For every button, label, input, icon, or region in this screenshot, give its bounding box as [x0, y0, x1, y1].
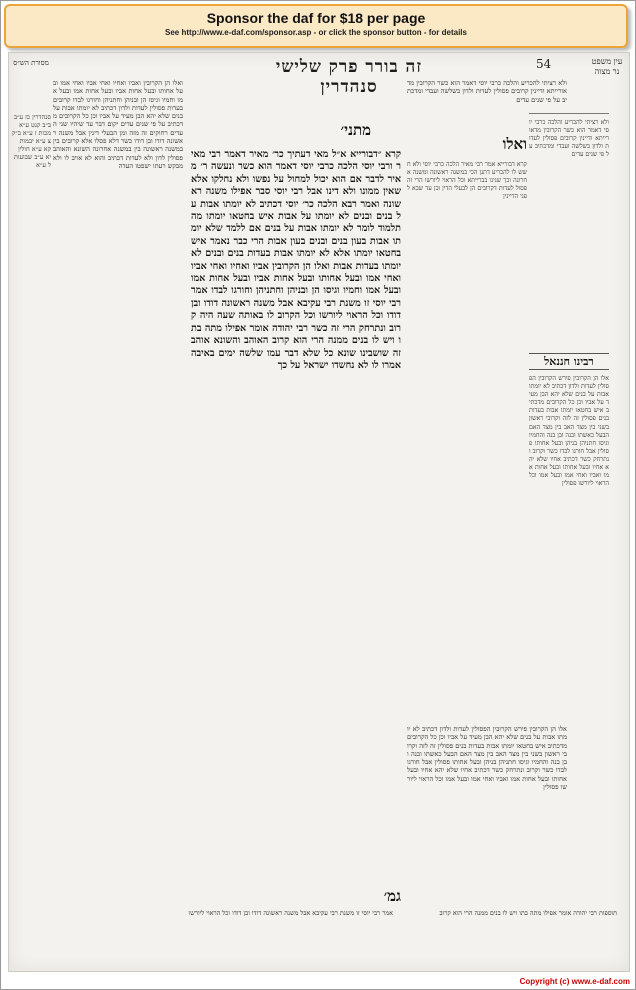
- copyright-notice: Copyright (c) www.e-daf.com: [519, 977, 630, 986]
- inner-notes: קרא דבורייא אמר רבי מאיר הלכה כרבי יוסי ולא חשש לו להכריע דתנן הכי במשנה ראשונה ומשנה אחרונה וכך שנינו בברייתא וכל הראוי ליורשו הרי זה פסול לעדות דקרובים הן לבעלי הדין וכן עד שבא לפני הדיינין: [407, 161, 527, 201]
- upper-right-text: ולא רציתי להכריע והלכה כרבי יוסי דאמר הוא כשר הקרובין מדאורייתא ודיינין קרובים פסולין לעדות ולדון בשלשה ועבדי ומדכתיב על פי שנים עדים: [407, 79, 567, 104]
- gemara-marker: גמ׳: [383, 889, 401, 903]
- masoret-hashas-label: מסורת הש״ס: [13, 59, 49, 67]
- mishna-marker: מתני׳: [340, 123, 371, 139]
- sponsor-subtitle: See http://www.e-daf.com/sponsor.asp - or click the sponsor button - for details: [165, 28, 467, 37]
- page-heading: זה בורר פרק שלישי סנהדרין: [275, 57, 423, 97]
- opening-word: ואלו: [502, 137, 527, 153]
- rabbeinu-chananel-title: רבינו חננאל: [529, 353, 609, 370]
- sponsor-title: Sponsor the daf for $18 per page: [206, 10, 426, 26]
- tosafot-commentary: ואלו הן הקרובין ואביו ואחיו ואחי אביו ואחי אמו ובעל אחותו ובעל אחות אביו ובעל אחות אמו ובעל אמו וחמיו וגיסו הן ובניהן וחתניהן וחורגו לבדו קרובים בעדות פסולין לעדות ולדון דכתיב לא יומתו אבות על בנים שלא יהא הבן מעיד על אביו וכן כל הקרובים מדכתיב על פי שנים עדים יקום דבר עד שיהיו שני העדים רחוקים זה מזה ומן הבעלי דינין אבל משנה ראשונה דודו ובן דודו כשר דלא פסלו אלא קרובים בין במשנה ראשונה בין במשנה אחרונה השונא והאוהב פסולין לדון ולא לעדות דכתיב והוא לא אויב לו ולא מבקש רעתו ישפטו העדה: [53, 79, 183, 170]
- ein-mishpat-label: עין משפט נר מצוה: [591, 57, 623, 76]
- folio-number: 54: [536, 57, 552, 71]
- rabbeinu-chananel-text: אלו הן הקרובין פירש הקרובין הפסולין לעדות ולדון דכתיב לא יומתו אבות על בנים שלא יהא הבן מעיד על אביו וכן כל הקרובים מדכתיב איש בחטאו יומתו אבות בעדות בנים פסולין זה לזה וקרובי ראשון בשני בין מצד האב בין מצד האם הבעל כאשתו ובנה ובן בנה והחמיו וגיסו חתניהן בניהן ובעל אחותו פסולין אבל חורגו לבדו כשר וקרוב ונתרחק כשר דכתיב אחיו שלא יהא אחיו ובעל אחותו ובעל אחות אמו ואביו ואחי אמו ובעל אמו וכל הראוי ליורשו פסולין: [529, 375, 609, 488]
- main-text-opening: [191, 123, 371, 147]
- rashi-commentary: אלו הן הקרובין פירש הקרובין הפסולין לעדות ולדון דכתיב לא יומתו אבות על בנים שלא יהא הבן מעיד על אביו וכן כל הקרובים מדכתיב איש בחטאו יומתו אבות בעדות בנים פסולין זה לזה וקרובי ראשון בשני בין מצד האב בין מצד האם הבעל כאשתו ובנה ובן בנה והחמיו וגיסו חתניהן בניהן ובעל אחותו פסולין אבל חורגו לבדו כשר וקרוב ונתרחק כשר דכתיב אחיו שלא יהא אחיו ובעל אחותו ובעל אחות אמו ואביו ואחי אמו ובעל אמו וכל הראוי ליורשו פסולין: [407, 725, 567, 792]
- bottom-right-text: תוספות רבי יהודה אומר אפילו מתה בתו ויש לו בנים ממנה הרי הוא קרוב: [439, 909, 617, 917]
- opening-word-block: [407, 137, 527, 157]
- talmud-page-scan: [8, 52, 630, 972]
- sponsor-button[interactable]: [4, 4, 628, 48]
- ein-mishpat-notes: ולא רציתי להכריע והלכה כרבי יוסי דאמר הוא כשר הקרובין מדאורייתא ודיינין קרובים פסולין לעדות ולדון בשלשה ועבדי ומדכתיב על פי שנים עדים: [529, 119, 609, 159]
- masoret-hashas-notes: סנהדרין כז ע״ב ב״ב קנט ע״א מכות ז ע״א ב״ק צ ע״א יבמות קא ע״א חולין יא ע״ב שבועות ל ע״א: [11, 113, 51, 169]
- bottom-left-text: אמר רבי יוסי זו משנת רבי עקיבא אבל משנה ראשונה דודו ובן דודו וכל הראוי ליורשו: [188, 909, 393, 917]
- divider-line: [529, 113, 609, 114]
- main-text: קרא ״דבורייא א״ל מאי דעתיך כר׳ מאיר דאמר רבי מאיר ורבי יוסי הלכה כרבי יוסי דאמר הוא כשר ונעשה ר׳ מאיר לדבר אם הוא יכול למחול על נפשו ולא נחלקו אלא שאין ממונו ולא דינו אבל רבי יוסי סבר אפילו משנה ראשונה ואמר רבא הלכה כר׳ יוסי דכתיב לא יומתו אבות על בנים ובנים לא יומתו על אבות איש בחטאו יומתו מה תלמוד לומר לא יומתו אבות על בנים אם ללמד שלא יומתו אבות בעון בנים ובנים בעון אבות הרי כבר נאמר איש בחטאו יומתו אלא לא יומתו אבות בעדות בנים ובנים לא יומתו בעדות אבות ואלו הן הקרובין אביו ואחיו ואחי אביו ואחי אמו ובעל אחותו ובעל אחות אביו ובעל אחות אמו ובעל אמו וחמיו וגיסו הן ובניהן וחתניהן וחורגו לבדו אמר רבי יוסי זו משנת רבי עקיבא אבל משנה ראשונה דודו ובן דודו וכל הראוי ליורשו וכל הקרוב לו באותה שעה היה קרוב ונתרחק הרי זה כשר רבי יהודה אומר אפילו מתה בתו ויש לו בנים ממנה הרי הוא קרוב האוהב והשונא אוהב זה שושבינו שונא כל שלא דבר עמו שלשה ימים באיבה אמרו לו לא נחשדו ישראל על כך: [191, 149, 401, 371]
- gemara-marker-line: [191, 889, 401, 903]
